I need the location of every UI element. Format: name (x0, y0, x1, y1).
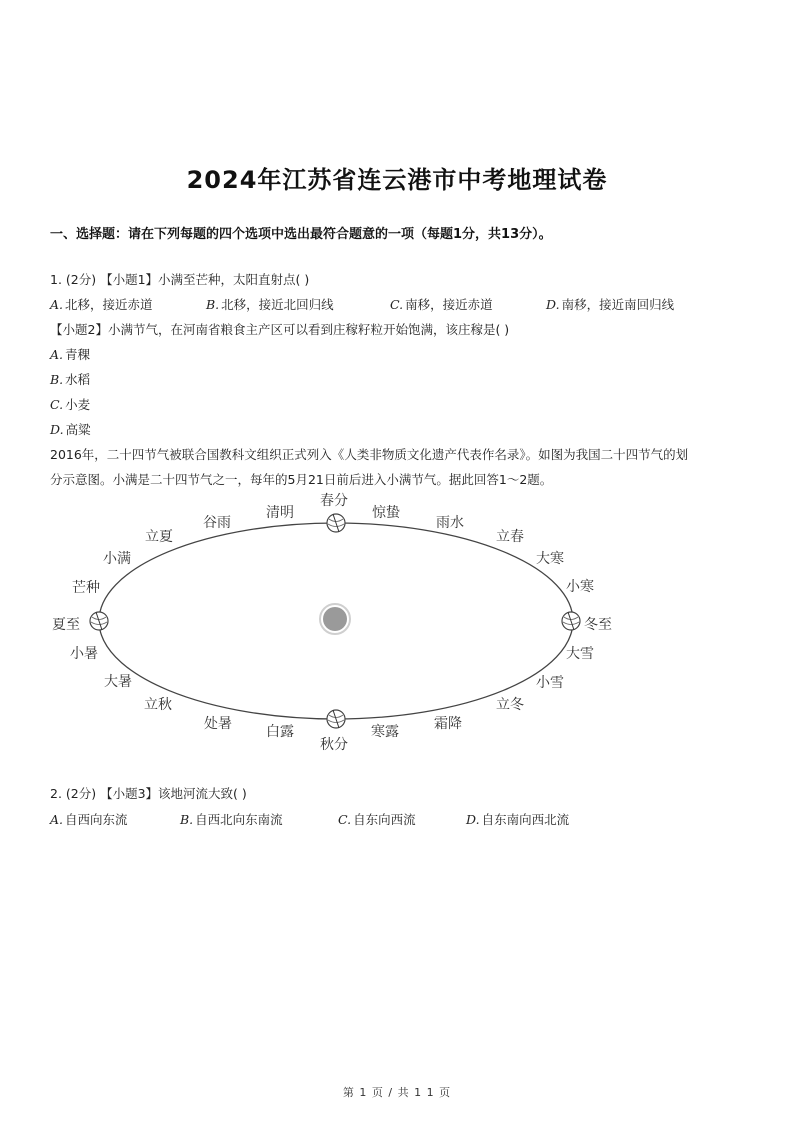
sub2-option-b (50, 370, 90, 388)
term-qiufen: 秋分 (320, 737, 348, 753)
option-letter: D. (50, 422, 64, 437)
option-text: 水稻 (65, 372, 91, 387)
q2-option-d (466, 810, 569, 828)
term-lixia: 立夏 (145, 529, 173, 545)
option-text: 北移，接近赤道 (65, 297, 153, 312)
question-2-stem: 2. (2分) 【小题3】该地河流大致( ) (50, 786, 247, 801)
q1-option-b (206, 295, 334, 313)
term-xiaoxue: 小雪 (536, 675, 564, 691)
option-letter: C. (50, 397, 64, 412)
term-xiaoshu: 小暑 (70, 646, 98, 662)
option-letter: B. (180, 812, 194, 827)
term-lichun: 立春 (496, 529, 524, 545)
q1-option-d (546, 295, 674, 313)
term-xiaohan: 小寒 (566, 579, 594, 595)
term-yushui: 雨水 (436, 515, 464, 531)
sub2-option-d (50, 420, 91, 438)
sun-icon (323, 607, 347, 631)
option-text: 自东向西流 (353, 812, 416, 827)
sub2-option-a (50, 345, 90, 363)
term-shuangjiang: 霜降 (434, 716, 462, 732)
term-xiazhi: 夏至 (52, 617, 80, 633)
term-mangzhong: 芒种 (72, 580, 100, 596)
option-text: 高粱 (65, 422, 91, 437)
option-text: 自东南向西北流 (481, 812, 570, 827)
sub-question-2-stem: 【小题2】小满节气，在河南省粮食主产区可以看到庄稼籽粒开始饱满，该庄稼是( ) (50, 322, 510, 337)
earth-icon-autumn-equinox (327, 710, 345, 728)
option-letter: A. (50, 347, 64, 362)
option-text: 自西北向东南流 (195, 812, 283, 827)
option-text: 青稞 (65, 347, 91, 362)
option-text: 北移，接近北回归线 (221, 297, 334, 312)
term-xiaoman: 小满 (103, 551, 131, 567)
option-letter: C. (338, 812, 352, 827)
section-heading: 一、选择题：请在下列每题的四个选项中选出最符合题意的一项（每题1分，共13分）。 (50, 227, 552, 242)
question-1-stem: 1. (2分) 【小题1】小满至芒种，太阳直射点( ) (50, 272, 310, 287)
term-lidong: 立冬 (496, 697, 524, 713)
context-paragraph-line-2: 分示意图。小满是二十四节气之一，每年的5月21日前后进入小满节气。据此回答1～2题。 (50, 472, 553, 487)
term-chunfen: 春分 (320, 493, 348, 509)
option-text: 小麦 (65, 397, 91, 412)
context-paragraph-line-1: 2016年，二十四节气被联合国教科文组织正式列入《人类非物质文化遗产代表作名录》。如图为我国二十四节气的划 (50, 447, 689, 462)
term-daxue: 大雪 (566, 646, 594, 662)
option-letter: D. (466, 812, 480, 827)
term-guyu: 谷雨 (203, 515, 231, 531)
q1-option-a (50, 295, 153, 313)
option-text: 南移，接近赤道 (405, 297, 493, 312)
option-letter: B. (50, 372, 64, 387)
sub2-option-c (50, 395, 90, 413)
term-jingzhe: 惊蛰 (372, 505, 400, 521)
option-letter: A. (50, 297, 64, 312)
earth-icon-summer-solstice (90, 612, 108, 630)
term-liqiu: 立秋 (144, 697, 172, 713)
earth-icon-winter-solstice (562, 612, 580, 630)
term-dahan: 大寒 (536, 551, 564, 567)
option-letter: C. (390, 297, 404, 312)
option-letter: A. (50, 812, 64, 827)
option-letter: B. (206, 297, 220, 312)
q2-option-c (338, 810, 416, 828)
option-text: 自西向东流 (65, 812, 128, 827)
q2-option-a (50, 810, 128, 828)
option-letter: D. (546, 297, 560, 312)
page-footer: 第 1 页 / 共 1 1 页 (342, 1086, 452, 1099)
term-hanlu: 寒露 (371, 724, 399, 740)
solar-terms-diagram (40, 488, 640, 758)
term-dashu: 大暑 (104, 674, 132, 690)
term-qingming: 清明 (266, 505, 294, 521)
earth-icon-spring-equinox (327, 514, 345, 532)
q2-option-b (180, 810, 283, 828)
page-title: 2024年江苏省连云港市中考地理试卷 (186, 166, 608, 194)
term-bailu: 白露 (266, 724, 294, 740)
term-dongzhi: 冬至 (584, 617, 612, 633)
option-text: 南移，接近南回归线 (561, 297, 675, 312)
q1-option-c (390, 295, 493, 313)
term-chushu: 处暑 (204, 716, 232, 732)
